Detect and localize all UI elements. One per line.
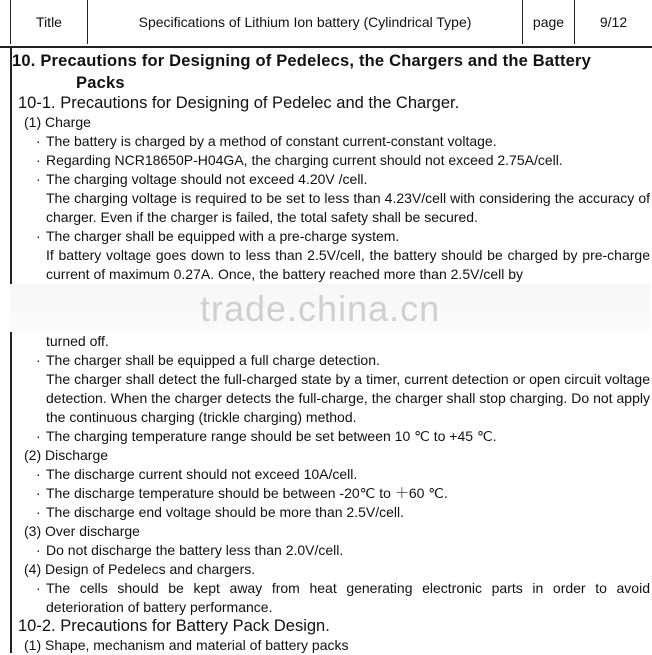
charge-bullet-4-detail: If battery voltage goes down to less than 2.5V/cell, the battery should be charged by pre-charge current of maximum 0.27A. Once, the battery reached more than 2.5V/cell by (46, 247, 650, 282)
charge-bullet-4-tail: turned off. (46, 333, 109, 349)
charge-bullet-3: · The charging voltage should not exceed 4.20V /cell. (10, 170, 650, 189)
section-heading (10, 50, 650, 94)
charge-bullet-5-detail: The charger shall detect the full-charged state by a timer, current detection or open circuit voltage detection. When the charger detects the full-charge, the charger shall stop charging. Do not apply the continuous charging (trickle charging) method. (46, 371, 650, 425)
over-discharge-bullet-1: · Do not discharge the battery less than 2.0V/cell. (10, 541, 650, 560)
design-heading: (4) Design of Pedelecs and chargers. (24, 561, 256, 577)
page-label: page (523, 0, 575, 44)
charge-heading: (1) Charge (24, 114, 91, 130)
charge-bullet-5: · The charger shall be equipped a full charge detection. (10, 351, 650, 370)
design-bullet-1: · The cells should be kept away from heat generating electronic parts in order to avoid deterioration of battery performance. (10, 579, 650, 617)
charge-bullet-2: · Regarding NCR18650P-H04GA, the charging current should not exceed 2.75A/cell. (10, 151, 650, 170)
charge-bullet-4: · The charger shall be equipped with a pre-charge system. (10, 227, 650, 246)
document-body (10, 50, 650, 655)
watermark: trade.china.cn (200, 288, 441, 329)
charge-bullet-3-detail: The charging voltage is required to be set to less than 4.23V/cell with considering the accuracy of charger. Even if the charger is failed, the total safety shall be secured. (46, 190, 650, 225)
page-number: 9/12 (599, 14, 628, 30)
document-header (0, 0, 652, 48)
charge-bullet-6: · The charging temperature range should be set between 10 ℃ to +45 ℃. (10, 427, 650, 446)
document-title: Specifications of Lithium Ion battery (Cylindrical Type) (88, 0, 523, 44)
title-label: Title (10, 0, 88, 44)
discharge-heading: (2) Discharge (24, 447, 109, 463)
discharge-bullet-3: · The discharge end voltage should be more than 2.5V/cell. (10, 503, 650, 522)
discharge-bullet-1: · The discharge current should not exceed 10A/cell. (10, 465, 650, 484)
over-discharge-heading: (3) Over discharge (24, 523, 140, 539)
discharge-bullet-2: · The discharge temperature should be between -20℃ to ＋60 ℃. (10, 484, 650, 503)
section-heading-line2: Packs (76, 74, 125, 92)
charge-bullet-1: · The battery is charged by a method of constant current-constant voltage. (10, 132, 650, 151)
section-heading-line1: 10. Precautions for Designing of Pedelecs, the Chargers and the Battery (12, 52, 592, 70)
pack-design-item-1: (1) Shape, mechanism and material of battery packs (24, 637, 349, 653)
subsection-heading-10-1: 10-1. Precautions for Designing of Pedelec and the Charger. (18, 94, 460, 112)
subsection-heading-10-2: 10-2. Precautions for Battery Pack Design. (18, 617, 330, 635)
obscured-region (10, 284, 650, 332)
